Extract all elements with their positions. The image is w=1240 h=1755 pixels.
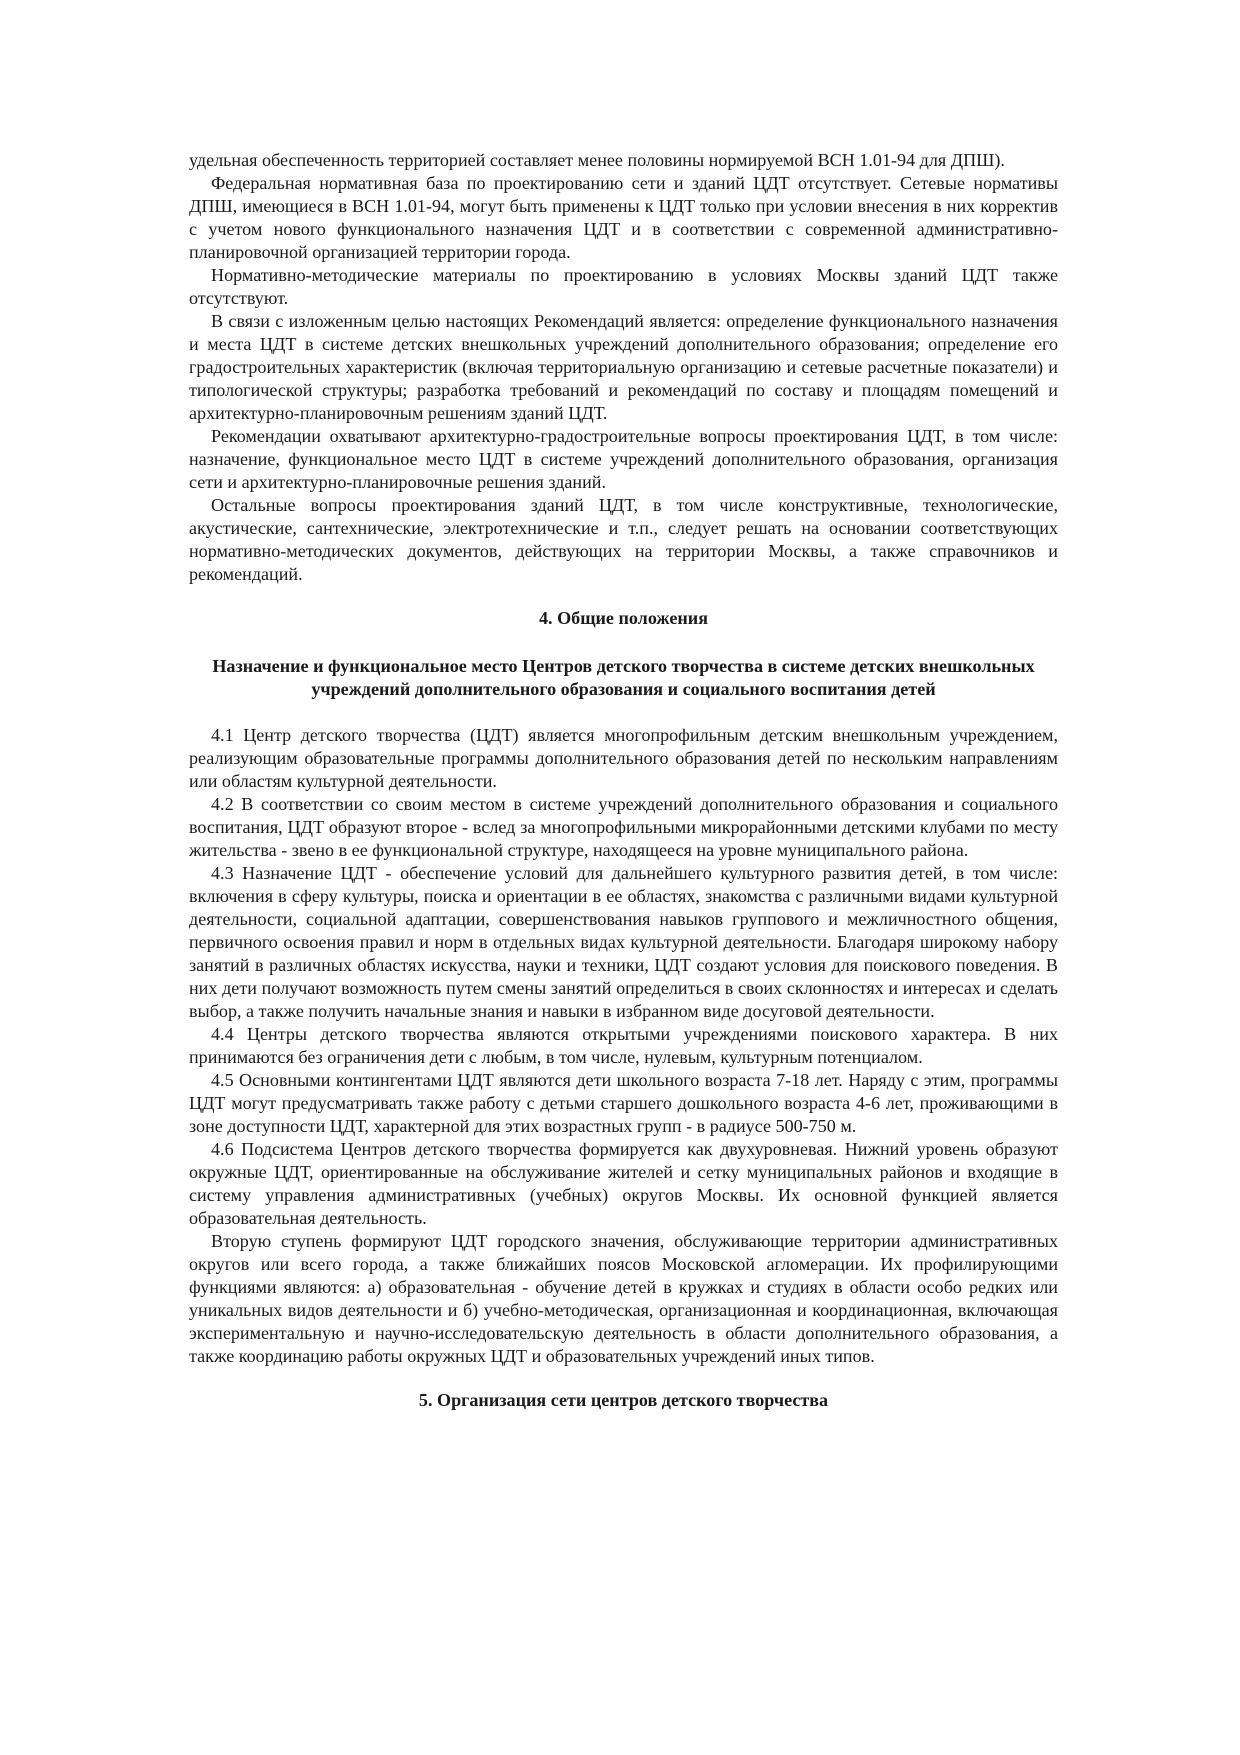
paragraph-4-6: 4.6 Подсистема Центров детского творчества формируется как двухуровневая. Нижний уровень образуют окружные ЦДТ, ориентированные на обслуживание жителей и сетку муниципальных районов и входящие в систему управления административных (учебных) округов Москвы. Их основной функцией является образовательная деятельность. <box>189 1139 1058 1228</box>
paragraph-4-4: 4.4 Центры детского творчества являются открытыми учреждениями поискового характера. В них принимаются без ограничения дети с любым, в том числе, нулевым, культурным потенциалом. <box>189 1024 1058 1067</box>
section-5-heading: 5. Организация сети центров детского творчества <box>418 1390 829 1410</box>
paragraph-4-3: 4.3 Назначение ЦДТ - обеспечение условий для дальнейшего культурного развития детей, в том числе: включения в сферу культуры, поиска и ориентации в ее областях, знакомства с различными видами культурной деятельности, социальной адаптации, совершенствования навыков группового и межличностного общения, первичного освоения правил и норм в отдельных видах культурной деятельности. Благодаря широкому набору занятий в различных областях искусства, науки и техники, ЦДТ создают условия для поискового поведения. В них дети получают возможность путем смены занятий определиться в своих склонностях и интересах и сделать выбор, а также получить начальные знания и навыки в избранном виде досуговой деятельности. <box>189 863 1058 1021</box>
paragraph: Нормативно-методические материалы по проектированию в условиях Москвы зданий ЦДТ также отсутствуют. <box>189 265 1058 308</box>
paragraph: Рекомендации охватывают архитектурно-градостроительные вопросы проектирования ЦДТ, в том числе: назначение, функциональное место ЦДТ в системе учреждений дополнительного образования, организация сети и архитектурно-планировочные решения зданий. <box>189 426 1058 492</box>
section-4-heading: 4. Общие положения <box>538 608 708 628</box>
paragraph: В связи с изложенным целью настоящих Рекомендаций является: определение функционального назначения и места ЦДТ в системе детских внешкольных учреждений дополнительного образования; определение его градостроительных характеристик (включая территориальную организацию и сетевые расчетные показатели) и типологической структуры; разработка требований и рекомендаций по составу и площадям помещений и архитектурно-планировочным решениям зданий ЦДТ. <box>189 311 1058 423</box>
paragraph-4-1: 4.1 Центр детского творчества (ЦДТ) является многопрофильным детским внешкольным учреждением, реализующим образовательные программы дополнительного образования детей по нескольким направлениям или областям культурной деятельности. <box>189 725 1058 791</box>
document-page <box>189 149 1058 1437</box>
paragraph: Вторую ступень формируют ЦДТ городского значения, обслуживающие территории административных округов или всего города, а также ближайших поясов Московской агломерации. Их профилирующими функциями являются: а) образовательная - обучение детей в кружках и студиях в области особо редких или уникальных видов деятельности и б) учебно-методическая, организационная и координационная, включающая экспериментальную и научно-исследовательскую деятельность в области дополнительного образования, а также координацию работы окружных ЦДТ и образовательных учреждений иных типов. <box>189 1231 1058 1366</box>
paragraph: Остальные вопросы проектирования зданий ЦДТ, в том числе конструктивные, технологические, акустические, сантехнические, электротехнические и т.п., следует решать на основании соответствующих нормативно-методических документов, действующих на территории Москвы, а также справочников и рекомендаций. <box>189 495 1058 584</box>
paragraph: Федеральная нормативная база по проектированию сети и зданий ЦДТ отсутствует. Сетевые нормативы ДПШ, имеющиеся в ВСН 1.01-94, могут быть применены к ЦДТ только при условии внесения в них корректив с учетом нового функционального назначения ЦДТ и в соответствии с современной административно-планировочной организацией территории города. <box>189 173 1058 262</box>
paragraph-4-5: 4.5 Основными контингентами ЦДТ являются дети школьного возраста 7-18 лет. Наряду с этим, программы ЦДТ могут предусматривать также работу с детьми старшего дошкольного возраста 4-6 лет, проживающими в зоне доступности ЦДТ, характерной для этих возрастных групп - в радиусе 500-750 м. <box>189 1070 1058 1136</box>
section-4-subheading: Назначение и функциональное место Центров детского творчества в системе детских внешкольных учреждений дополнительного образования и социального воспитания детей <box>212 656 1035 699</box>
paragraph-4-2: 4.2 В соответствии со своим местом в системе учреждений дополнительного образования и социального воспитания, ЦДТ образуют второе - вслед за многопрофильными микрорайонными детскими клубами по месту жительства - звено в ее функциональной структуре, находящееся на уровне муниципального района. <box>189 794 1058 860</box>
paragraph-continuation: удельная обеспеченность территорией составляет менее половины нормируемой ВСН 1.01-94 для ДПШ). <box>189 150 1005 170</box>
